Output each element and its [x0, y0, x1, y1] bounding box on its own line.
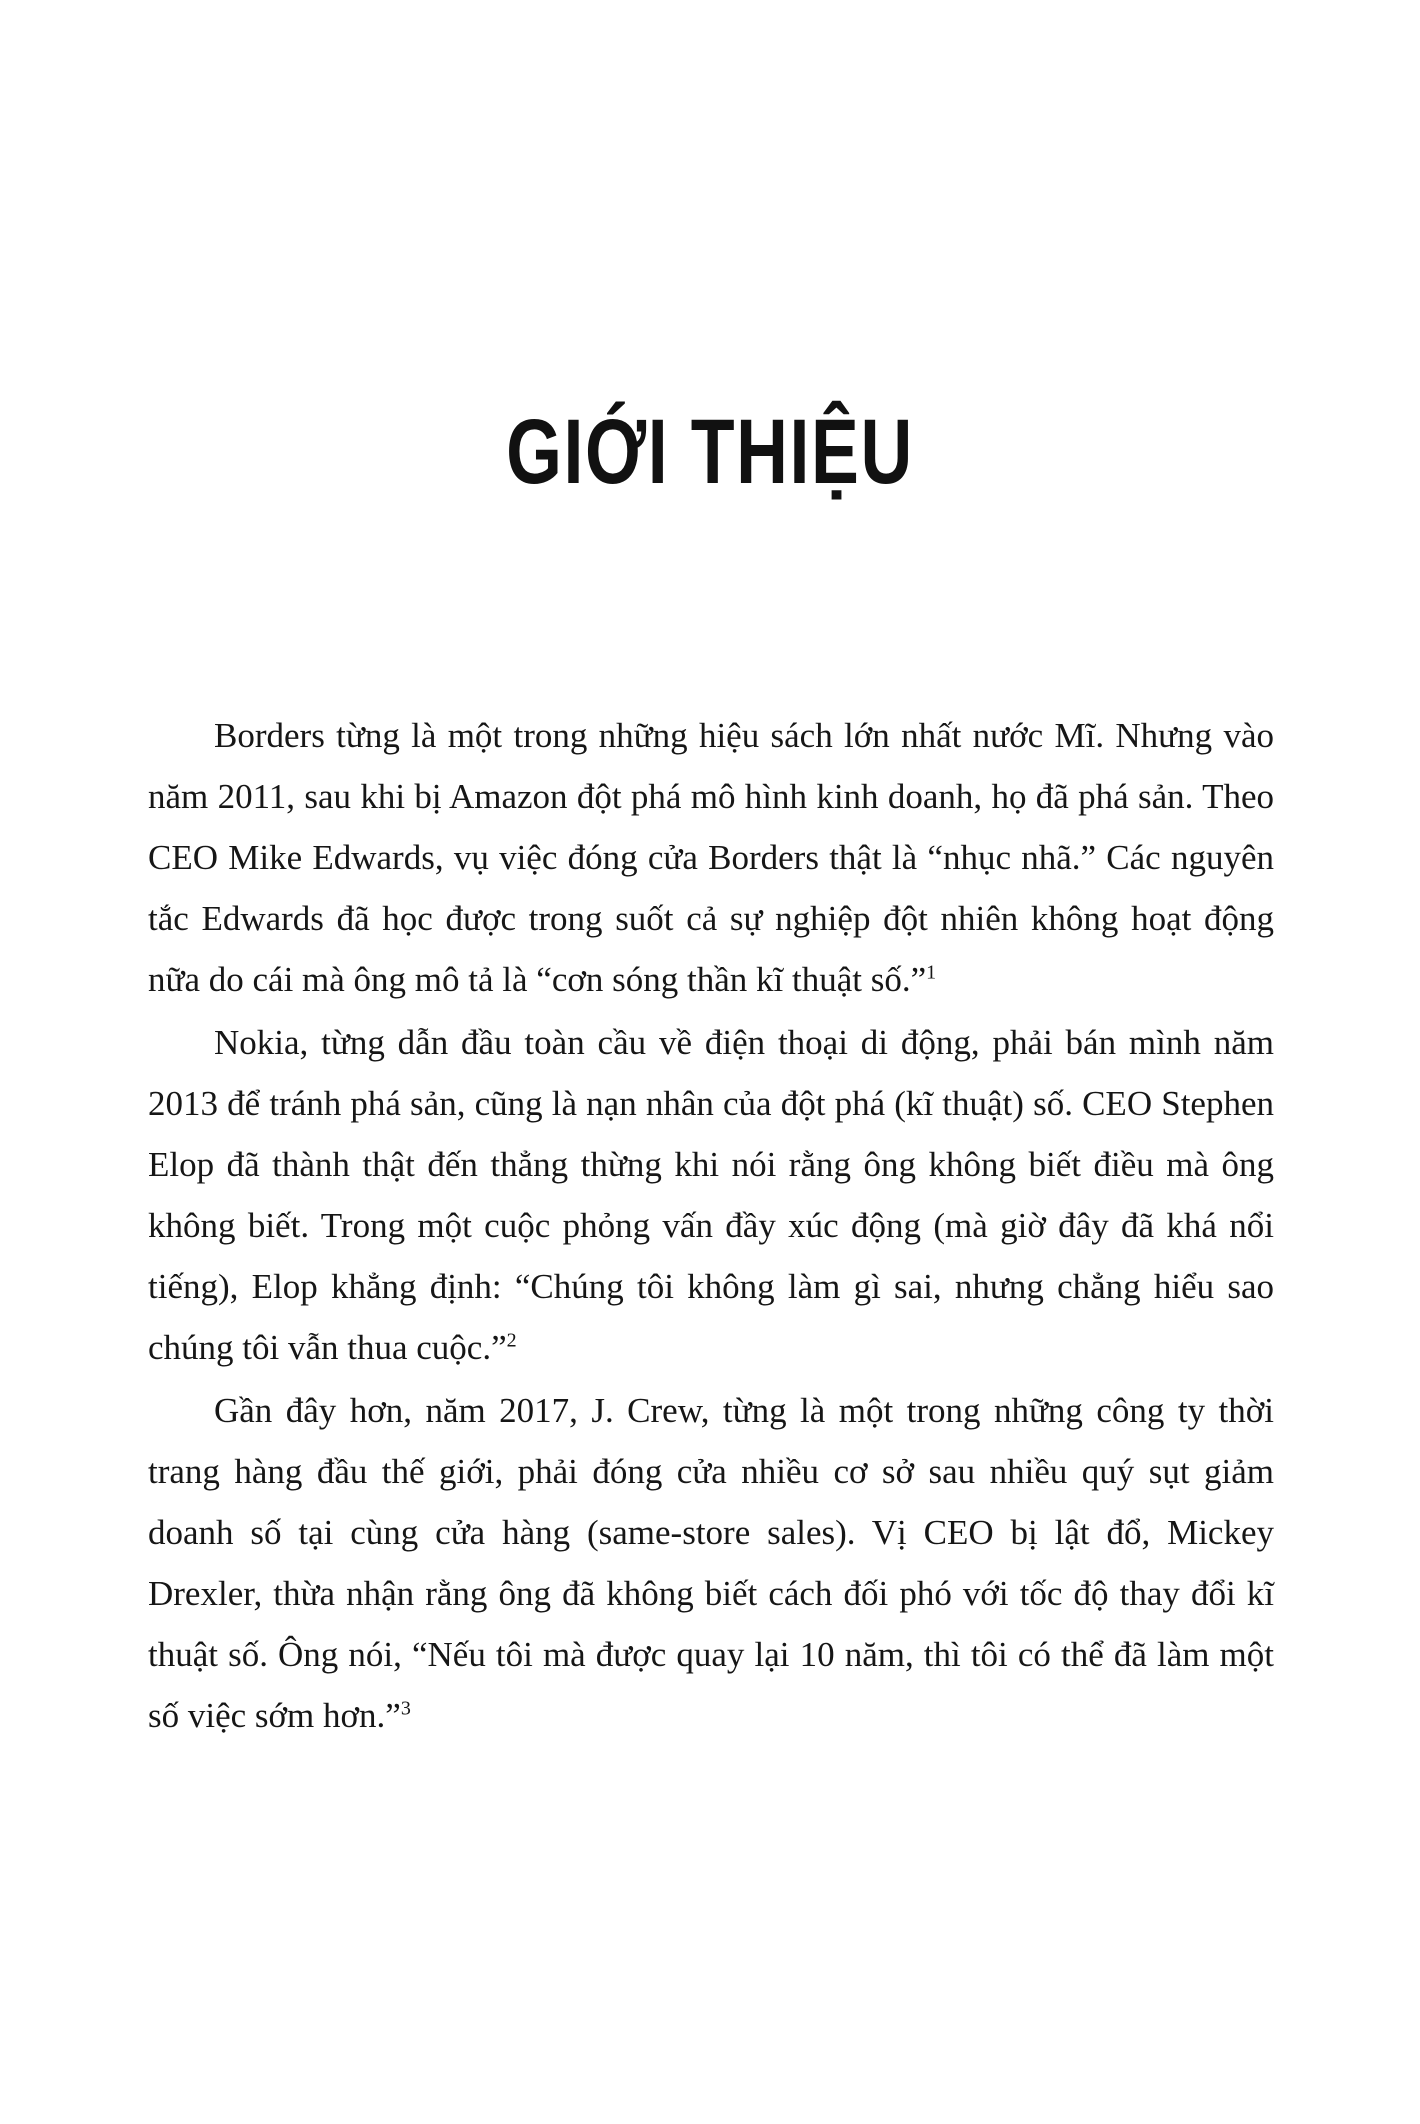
paragraph-text: Gần đây hơn, năm 2017, J. Crew, từng là một trong những công ty thời trang hàng đầu thế giới, phải đóng cửa nhiều cơ sở sau nhiều quý sụt giảm doanh số tại cùng cửa hàng (same-store sales). Vị CEO bị lật đổ, Mickey Drexler, thừa nhận rằng ông đã không biết cách đối phó với tốc độ thay đổi kĩ thuật số. Ông nói, “Nếu tôi mà được quay lại 10 năm, thì tôi có thể đã làm một số việc sớm hơn.”	[148, 1391, 1274, 1735]
paragraph-borders	[148, 705, 1274, 1010]
paragraph-nokia	[148, 1012, 1274, 1378]
footnote-marker: 2	[506, 1329, 517, 1352]
chapter-title: GIỚI THIỆU	[506, 401, 914, 503]
paragraph-text: Nokia, từng dẫn đầu toàn cầu về điện thoại di động, phải bán mình năm 2013 để tránh phá sản, cũng là nạn nhân của đột phá (kĩ thuật) số. CEO Stephen Elop đã thành thật đến thẳng thừng khi nói rằng ông không biết điều mà ông không biết. Trong một cuộc phỏng vấn đầy xúc động (mà giờ đây đã khá nổi tiếng), Elop khẳng định: “Chúng tôi không làm gì sai, nhưng chẳng hiểu sao chúng tôi vẫn thua cuộc.”	[148, 1023, 1274, 1367]
footnote-marker: 1	[926, 961, 937, 984]
body-text	[148, 705, 1274, 1748]
paragraph-text: Borders từng là một trong những hiệu sách lớn nhất nước Mĩ. Nhưng vào năm 2011, sau khi bị Amazon đột phá mô hình kinh doanh, họ đã phá sản. Theo CEO Mike Edwards, vụ việc đóng cửa Borders thật là “nhục nhã.” Các nguyên tắc Edwards đã học được trong suốt cả sự nghiệp đột nhiên không hoạt động nữa do cái mà ông mô tả là “cơn sóng thần kĩ thuật số.”	[148, 716, 1274, 999]
paragraph-jcrew	[148, 1380, 1274, 1746]
footnote-marker: 3	[400, 1697, 411, 1720]
